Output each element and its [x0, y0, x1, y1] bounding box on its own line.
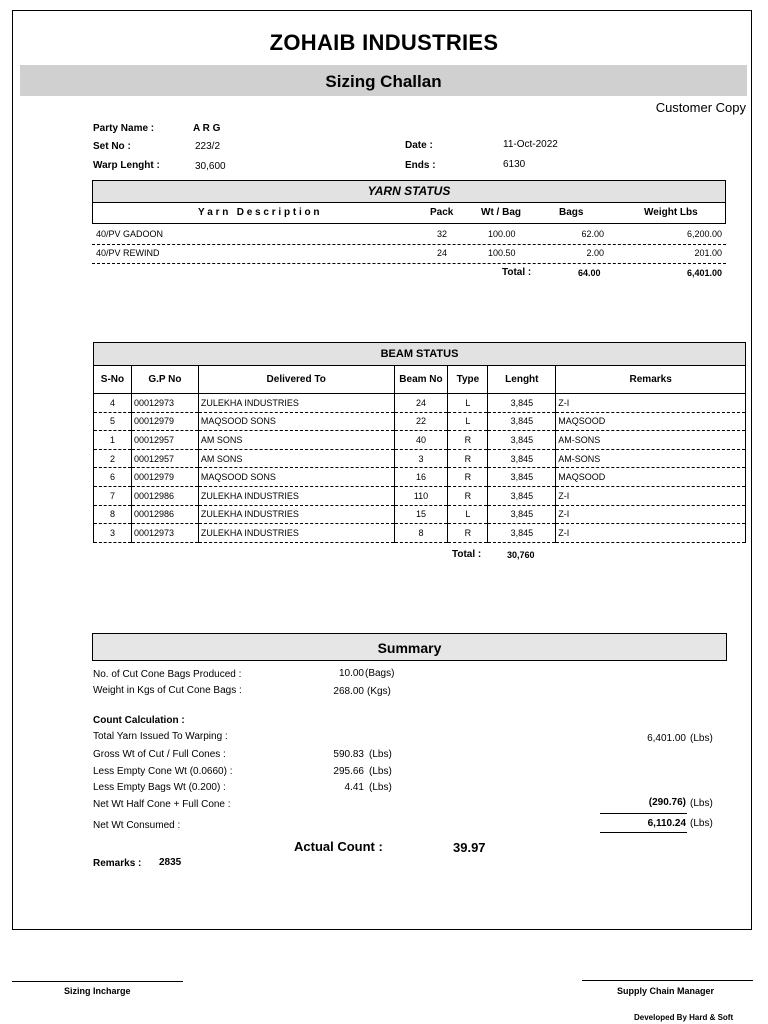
- party-name-value: A R G: [193, 123, 221, 134]
- set-no-value: 223/2: [195, 141, 221, 152]
- actual-count-label: Actual Count :: [294, 839, 383, 854]
- table-row: [94, 486, 746, 505]
- beam-type: L: [448, 505, 488, 524]
- net-consumed-value: 6,110.24: [647, 818, 686, 829]
- beam-delivered-to: MAQSOOD SONS: [198, 412, 394, 431]
- table-row: [94, 468, 746, 487]
- beam-length: 3,845: [488, 468, 556, 487]
- beam-total-length: 30,760: [507, 550, 535, 560]
- yarn-header-pack: Pack: [430, 207, 454, 218]
- beam-no: 110: [394, 486, 448, 505]
- remarks-label: Remarks :: [93, 858, 142, 869]
- yarn-wt: 100.00: [488, 229, 516, 239]
- beam-sno: 7: [94, 486, 132, 505]
- net-half-unit: (Lbs): [690, 798, 713, 809]
- party-name-label: Party Name :: [93, 123, 155, 134]
- weight-kgs-value: 268.00: [333, 686, 364, 697]
- supply-chain-signature-line: [582, 980, 753, 981]
- developer-credit: Developed By Hard & Soft: [634, 1013, 734, 1022]
- beam-type: L: [448, 394, 488, 413]
- beam-status-title: BEAM STATUS: [94, 343, 746, 366]
- beam-delivered-to: ZULEKHA INDUSTRIES: [198, 524, 394, 543]
- sizing-incharge-signature-line: [12, 981, 183, 982]
- net-consumed-unit: (Lbs): [690, 818, 713, 829]
- beam-gp-no: 00012979: [131, 412, 198, 431]
- beam-sno: 5: [94, 412, 132, 431]
- beam-gp-no: 00012986: [131, 505, 198, 524]
- total-yarn-value: 6,401.00: [647, 733, 686, 744]
- document-title-bar: [20, 65, 747, 96]
- gross-wt-value: 590.83: [333, 749, 364, 760]
- net-half-value: (290.76): [648, 797, 686, 808]
- beam-header-delivered: Delivered To: [198, 366, 394, 394]
- beam-sno: 8: [94, 505, 132, 524]
- beam-gp-no: 00012957: [131, 449, 198, 468]
- beam-sno: 2: [94, 449, 132, 468]
- cut-cone-bags-unit: (Bags): [365, 668, 395, 679]
- actual-count-value: 39.97: [453, 840, 486, 855]
- table-row: [94, 505, 746, 524]
- beam-delivered-to: ZULEKHA INDUSTRIES: [198, 486, 394, 505]
- yarn-row: [92, 245, 726, 264]
- yarn-header-bags: Bags: [559, 207, 584, 218]
- table-row: [94, 449, 746, 468]
- less-cone-unit: (Lbs): [369, 766, 392, 777]
- date-label: Date :: [405, 140, 433, 151]
- yarn-wt: 100.50: [488, 248, 516, 258]
- beam-remarks: Z-I: [556, 524, 746, 543]
- beam-length: 3,845: [488, 449, 556, 468]
- net-half-label: Net Wt Half Cone + Full Cone :: [93, 799, 231, 810]
- total-yarn-label: Total Yarn Issued To Warping :: [93, 731, 228, 742]
- beam-length: 3,845: [488, 394, 556, 413]
- set-no-label: Set No :: [93, 141, 131, 152]
- beam-gp-no: 00012957: [131, 431, 198, 450]
- beam-delivered-to: ZULEKHA INDUSTRIES: [198, 505, 394, 524]
- cut-cone-bags-label: No. of Cut Cone Bags Produced :: [93, 669, 242, 680]
- beam-no: 40: [394, 431, 448, 450]
- table-row: [94, 394, 746, 413]
- yarn-weight: 6,200.00: [686, 229, 722, 239]
- yarn-status-title: YARN STATUS: [93, 181, 725, 203]
- net-consumed-label: Net Wt Consumed :: [93, 820, 181, 831]
- beam-sno: 6: [94, 468, 132, 487]
- yarn-pack: 32: [437, 229, 448, 239]
- beam-type: R: [448, 486, 488, 505]
- table-row: [94, 412, 746, 431]
- less-bags-value: 4.41: [344, 782, 364, 793]
- cut-cone-bags-value: 10.00: [338, 668, 364, 679]
- yarn-status-box: [92, 180, 726, 224]
- yarn-total-bags: 64.00: [578, 268, 601, 278]
- ends-label: Ends :: [405, 160, 436, 171]
- beam-gp-no: 00012973: [131, 524, 198, 543]
- gross-wt-unit: (Lbs): [369, 749, 392, 760]
- beam-header-gp: G.P No: [131, 366, 198, 394]
- beam-remarks: AM-SONS: [556, 449, 746, 468]
- less-cone-value: 295.66: [333, 766, 364, 777]
- beam-no: 3: [394, 449, 448, 468]
- beam-remarks: AM-SONS: [556, 431, 746, 450]
- yarn-pack: 24: [437, 248, 448, 258]
- weight-kgs-label: Weight in Kgs of Cut Cone Bags :: [93, 685, 242, 696]
- beam-length: 3,845: [488, 524, 556, 543]
- yarn-header-description: Y a r n D e s c r i p t i o n: [198, 207, 320, 218]
- count-calc-label: Count Calculation :: [93, 715, 185, 726]
- beam-type: R: [448, 431, 488, 450]
- yarn-bags: 62.00: [581, 229, 604, 239]
- yarn-desc: 40/PV GADOON: [96, 229, 164, 239]
- beam-sno: 4: [94, 394, 132, 413]
- beam-gp-no: 00012973: [131, 394, 198, 413]
- beam-delivered-to: AM SONS: [198, 431, 394, 450]
- beam-header-type: Type: [448, 366, 488, 394]
- yarn-bags: 2.00: [586, 248, 604, 258]
- company-name: ZOHAIB INDUSTRIES: [269, 30, 499, 55]
- less-bags-label: Less Empty Bags Wt (0.200) :: [93, 782, 226, 793]
- beam-length: 3,845: [488, 505, 556, 524]
- weight-kgs-unit: (Kgs): [367, 686, 391, 697]
- beam-length: 3,845: [488, 431, 556, 450]
- beam-type: R: [448, 468, 488, 487]
- yarn-weight: 201.00: [694, 248, 722, 258]
- ends-value: 6130: [503, 159, 526, 170]
- beam-no: 8: [394, 524, 448, 543]
- beam-no: 22: [394, 412, 448, 431]
- beam-header-remarks: Remarks: [556, 366, 746, 394]
- yarn-header-weight: Weight Lbs: [644, 207, 698, 218]
- beam-total-label: Total :: [452, 549, 482, 560]
- beam-delivered-to: MAQSOOD SONS: [198, 468, 394, 487]
- beam-header-beam-no: Beam No: [394, 366, 448, 394]
- beam-type: R: [448, 524, 488, 543]
- less-bags-unit: (Lbs): [369, 782, 392, 793]
- beam-no: 16: [394, 468, 448, 487]
- copy-type: Customer Copy: [655, 100, 746, 115]
- yarn-desc: 40/PV REWIND: [96, 248, 160, 258]
- beam-remarks: Z-I: [556, 486, 746, 505]
- document-title: Sizing Challan: [325, 72, 442, 91]
- subtotal-rule: [600, 813, 687, 814]
- total-yarn-unit: (Lbs): [690, 733, 713, 744]
- sizing-incharge-label: Sizing Incharge: [64, 986, 131, 996]
- beam-remarks: MAQSOOD: [556, 468, 746, 487]
- yarn-total-label: Total :: [502, 267, 532, 278]
- less-cone-label: Less Empty Cone Wt (0.0660) :: [93, 766, 233, 777]
- beam-no: 15: [394, 505, 448, 524]
- beam-header-sno: S-No: [94, 366, 132, 394]
- beam-sno: 3: [94, 524, 132, 543]
- beam-delivered-to: ZULEKHA INDUSTRIES: [198, 394, 394, 413]
- warp-length-value: 30,600: [195, 161, 226, 172]
- warp-length-label: Warp Lenght :: [93, 160, 160, 171]
- beam-length: 3,845: [488, 486, 556, 505]
- yarn-row: [92, 226, 726, 245]
- beam-type: L: [448, 412, 488, 431]
- yarn-header-wt-bag: Wt / Bag: [481, 207, 521, 218]
- beam-gp-no: 00012986: [131, 486, 198, 505]
- beam-remarks: Z-I: [556, 394, 746, 413]
- beam-header-length: Lenght: [488, 366, 556, 394]
- table-row: [94, 431, 746, 450]
- beam-delivered-to: AM SONS: [198, 449, 394, 468]
- beam-type: R: [448, 449, 488, 468]
- gross-wt-label: Gross Wt of Cut / Full Cones :: [93, 749, 226, 760]
- beam-gp-no: 00012979: [131, 468, 198, 487]
- beam-remarks: MAQSOOD: [556, 412, 746, 431]
- yarn-total-weight: 6,401.00: [686, 268, 722, 278]
- beam-sno: 1: [94, 431, 132, 450]
- summary-title: Summary: [92, 633, 727, 661]
- date-value: 11-Oct-2022: [503, 139, 558, 150]
- total-rule: [600, 832, 687, 833]
- supply-chain-label: Supply Chain Manager: [617, 986, 715, 996]
- table-row: [94, 524, 746, 543]
- beam-length: 3,845: [488, 412, 556, 431]
- remarks-value: 2835: [159, 857, 182, 868]
- beam-no: 24: [394, 394, 448, 413]
- beam-remarks: Z-I: [556, 505, 746, 524]
- beam-status-table: [93, 342, 746, 543]
